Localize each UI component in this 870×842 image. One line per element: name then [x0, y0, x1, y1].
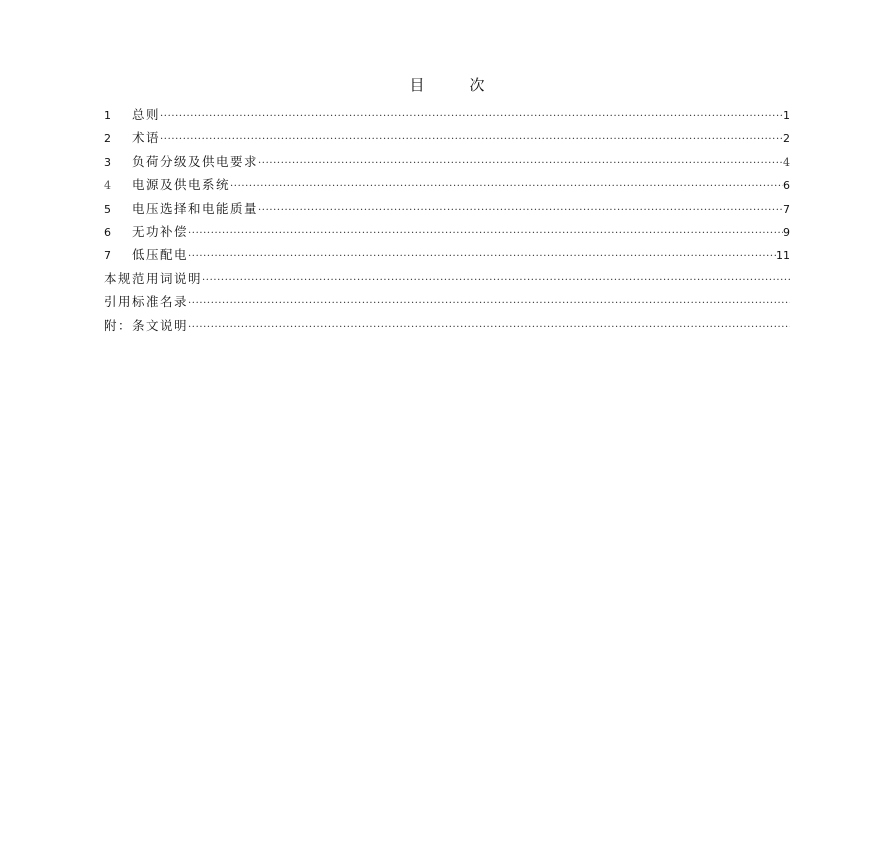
- toc-entry-4[interactable]: [104, 173, 790, 196]
- toc-entry-page: 2: [783, 132, 790, 146]
- toc-entry-7[interactable]: [104, 243, 790, 266]
- toc-entry-6[interactable]: [104, 220, 790, 243]
- toc-entry-number: 4: [104, 179, 111, 193]
- toc-entry-label: 术语: [132, 130, 161, 146]
- toc-entry-2[interactable]: [104, 126, 790, 149]
- table-of-contents: [104, 103, 790, 337]
- toc-dot-leader: [188, 292, 790, 315]
- toc-entry-label: 电压选择和电能质量: [132, 200, 259, 216]
- toc-entry-wording-explanation[interactable]: [104, 267, 790, 290]
- toc-title: [0, 74, 870, 95]
- toc-entry-label: 低压配电: [132, 247, 189, 263]
- toc-entry-label: 总则: [132, 107, 161, 122]
- toc-dot-leader: [258, 152, 783, 175]
- toc-entry-1[interactable]: [104, 103, 790, 126]
- toc-entry-cited-standards[interactable]: [104, 290, 790, 313]
- toc-entry-label: 引用标准名录: [104, 294, 189, 310]
- toc-dot-leader: [258, 199, 783, 222]
- toc-dot-leader: [160, 105, 783, 128]
- toc-entry-label: 本规范用词说明: [104, 270, 203, 286]
- toc-dot-leader: [202, 269, 790, 292]
- toc-entry-page: 9: [783, 225, 790, 239]
- toc-entry-label: 负荷分级及供电要求: [132, 153, 259, 169]
- toc-dot-leader: [188, 222, 783, 245]
- toc-entry-label: 无功补偿: [132, 223, 189, 239]
- toc-entry-clause-explanation[interactable]: [104, 314, 790, 337]
- toc-entry-5[interactable]: [104, 197, 790, 220]
- toc-entry-page: 11: [776, 249, 790, 263]
- toc-entry-number: 6: [104, 225, 111, 239]
- toc-entry-number: 1: [104, 109, 111, 122]
- toc-title-left: 目: [409, 76, 426, 94]
- toc-entry-label: 电源及供电系统: [132, 177, 231, 193]
- toc-dot-leader: [230, 175, 783, 198]
- toc-entry-number: 5: [104, 202, 111, 216]
- toc-entry-page: 1: [783, 109, 790, 122]
- toc-entry-label: 附：条文说明: [104, 317, 189, 333]
- toc-entry-number: 7: [104, 249, 111, 263]
- toc-dot-leader: [188, 316, 790, 339]
- toc-entry-page: 6: [783, 179, 790, 193]
- toc-dot-leader: [188, 245, 776, 268]
- toc-entry-page: 7: [783, 202, 790, 216]
- toc-dot-leader: [160, 128, 783, 151]
- toc-entry-number: 3: [104, 155, 111, 169]
- toc-title-right: 次: [469, 76, 486, 94]
- toc-entry-3[interactable]: [104, 150, 790, 173]
- toc-entry-number: 2: [104, 132, 111, 146]
- toc-entry-page: 4: [783, 155, 790, 169]
